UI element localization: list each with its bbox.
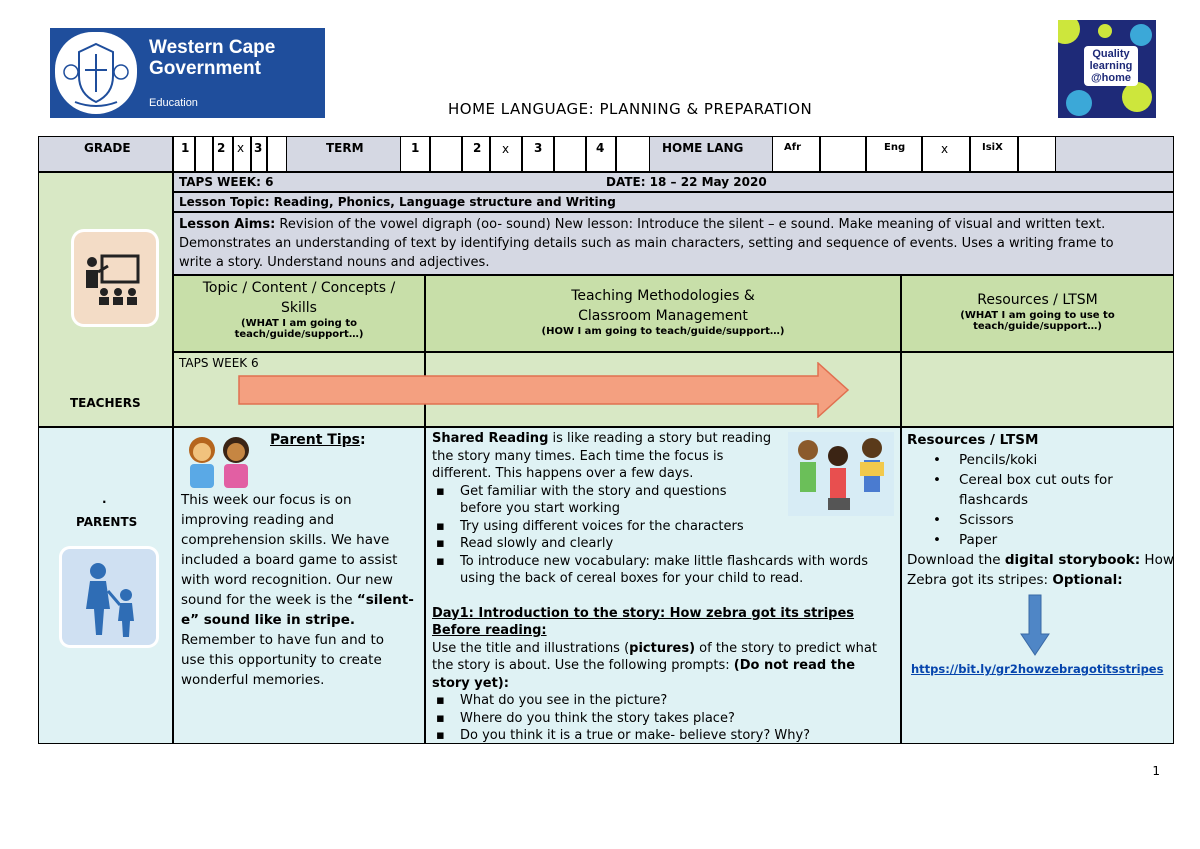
list-item: ▪ Where do you think the story takes place? — [432, 710, 877, 728]
page-title: HOME LANGUAGE: PLANNING & PREPARATION — [448, 100, 813, 118]
lesson-aims: Lesson Aims: Revision of the vowel digraph (oo- sound) New lesson: Introduce the silent – e sound. Make meaning of visual and written text. Demonstrates an understanding of text by identifying details such as main characters, setting and sequence of events. Uses a writing frame to write a story. Understand nouns and adjectives. — [179, 217, 1114, 270]
teachers-label: TEACHERS — [70, 396, 141, 410]
right-arrow-icon — [238, 362, 850, 422]
list-item: ▪ Do you think it is a true or make- believe story? Why? — [432, 727, 877, 745]
term-mark: x — [502, 142, 510, 156]
term-opt-2: 2 — [473, 141, 482, 155]
parent-tips-title: Parent Tips: — [270, 432, 366, 448]
storybook-link[interactable]: https://bit.ly/gr2howzebragotitsstripes — [911, 662, 1164, 676]
list-item: ▪ Read slowly and clearly — [432, 535, 877, 553]
home-lang-label: HOME LANG — [662, 141, 744, 155]
page-number: 1 — [1152, 764, 1160, 778]
coat-of-arms-icon — [55, 32, 137, 114]
term-opt-4: 4 — [596, 141, 605, 155]
taps-week: TAPS WEEK: 6 — [179, 175, 274, 189]
children-reading-icon — [178, 432, 260, 490]
org-name-line2: Government — [149, 58, 261, 79]
parent-child-icon — [62, 549, 156, 645]
badge-line2: learning — [1089, 60, 1133, 72]
term-opt-3: 3 — [534, 141, 543, 155]
teacher-icon — [74, 232, 156, 324]
term-opt-1: 1 — [411, 141, 420, 155]
lang-eng: Eng — [884, 142, 906, 153]
quality-learning-badge — [1058, 20, 1156, 118]
before-reading-heading: Before reading: — [432, 623, 547, 638]
grade-opt-3: 3 — [254, 141, 263, 155]
taps-week-cell: TAPS WEEK 6 — [179, 356, 259, 370]
lang-eng-mark: x — [941, 142, 949, 156]
list-item: • Cereal box cut outs for — [907, 470, 1174, 490]
lesson-topic: Lesson Topic: Reading, Phonics, Language structure and Writing — [179, 195, 616, 209]
badge-line3: @home — [1090, 72, 1132, 84]
list-item: • Paper — [907, 530, 1174, 550]
list-item-cont: flashcards — [959, 492, 1028, 508]
reading-tips-list — [432, 483, 877, 588]
org-dept: Education — [149, 97, 198, 109]
down-arrow-icon — [1020, 594, 1050, 660]
shared-reading-text: Shared Reading is like reading a story but reading the story many times. Each time the focus is different. This happens over a few days. ▪ Get familiar with the story and questions before you start working ▪ Try using different voices for the characters ▪ Read slowly and clearly ▪ To introduce new vocabulary: make little flashcards with words using the back of cereal boxes for your child to read. Day1: Introduction to the story: How zebra got its stripes Before reading: Use the title and illustrations (pictures) of the story to predict what the story is about. Use the following prompts: (Do not read the story yet): ▪ What do you see in the picture? ▪ Where do you think the story takes place? ▪ Do you think it is a true or make- believe story? Why? — [432, 430, 877, 745]
list-item: ▪ What do you see in the picture? — [432, 692, 877, 710]
lesson-date: DATE: 18 – 22 May 2020 — [606, 175, 767, 189]
list-item: ▪ To introduce new vocabulary: make little flashcards with words using the back of cereal boxes for your child to read. — [432, 553, 877, 588]
badge-line1: Quality — [1092, 48, 1130, 60]
col3-header: Resources / LTSM (WHAT I am going to use to teach/guide/support…) — [960, 292, 1115, 332]
list-item: • Pencils/koki — [907, 450, 1174, 470]
col1-header: Topic / Content / Concepts / Skills (WHAT I am going to teach/guide/support…) — [202, 280, 396, 340]
resources-list — [907, 450, 1174, 550]
col2-header: Teaching Methodologies & Classroom Management (HOW I am going to teach/guide/support…) — [541, 288, 785, 337]
list-item: ▪ Get familiar with the story and questions before you start working — [432, 483, 877, 518]
grade-opt-1: 1 — [181, 141, 190, 155]
prompts-list — [432, 692, 877, 745]
lang-isix: IsiX — [982, 142, 1003, 153]
list-item: • Scissors — [907, 510, 1174, 530]
grade-label: GRADE — [84, 141, 131, 155]
wcg-logo — [50, 28, 325, 118]
grade-mark: x — [237, 141, 245, 155]
day1-heading: Day1: Introduction to the story: How zebra got its stripes — [432, 605, 855, 621]
lang-afr: Afr — [784, 142, 802, 153]
resources-text: Resources / LTSM • Pencils/koki • Cereal box cut outs for flashcards • Scissors • Paper Download the digital storybook: How Zebra got its stripes: Optional: — [907, 430, 1174, 590]
org-name-line1: Western Cape — [149, 37, 276, 58]
term-label: TERM — [326, 141, 364, 155]
list-item: ▪ Try using different voices for the characters — [432, 518, 877, 536]
grade-opt-2: 2 — [217, 141, 226, 155]
parents-label: PARENTS — [76, 515, 138, 529]
parent-tips-text: This week our focus is on improving reading and comprehension skills. We have included a board game to assist with word recognition. Our new sound for the week is the “silent- e” sound like in stripe. Remember to have fun and to use this opportunity to create wonderful memories. — [181, 492, 414, 688]
